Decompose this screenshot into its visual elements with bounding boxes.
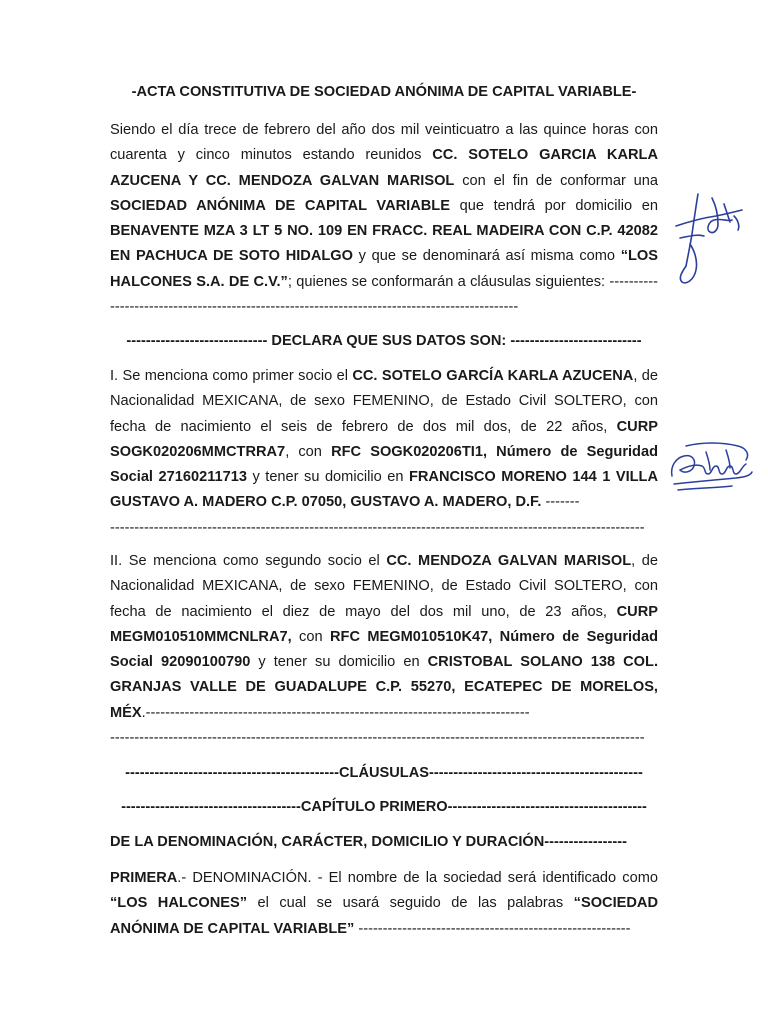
signature-1 (668, 186, 748, 286)
intro-address: BENAVENTE MZA 3 LT 5 NO. 109 EN FRACC. REAL MADEIRA CON C.P. 42082 EN PACHUCA DE SOTO HIDALGO (110, 223, 658, 265)
socio1-text-1: I. Se menciona como primer socio el (110, 368, 353, 384)
intro-partners: CC. SOTELO GARCIA KARLA AZUCENA Y CC. MENDOZA GALVAN MARISOL (110, 147, 659, 189)
socio1-block (110, 364, 658, 541)
primera-company-name: “LOS HALCONES” (110, 895, 247, 912)
socio1-name: CC. SOTELO GARCÍA KARLA AZUCENA (352, 368, 634, 384)
socio1-rfc-nss: RFC SOGK020206TI1, Número de Seguridad Social 27160211713 (110, 443, 658, 486)
primera-text-2: el cual se usará seguido de las palabras (247, 895, 574, 912)
socio1-dash-line: -------------------------------------------------------------------------------------------------------------- (110, 519, 645, 536)
intro-text-5: ; quienes se conformarán a cláusulas siguientes: ---------------------------------------------------------------------------------------------- (110, 273, 658, 316)
socio2-text-2: , de Nacionalidad MEXICANA, de sexo FEMENINO, de Estado Civil SOLTERO, con fecha de nacimiento el diez de mayo del dos mil uno, de 23 años, (110, 553, 658, 620)
socio1-text-4: y tener su domicilio en (246, 469, 409, 486)
primera-paragraph (110, 866, 658, 942)
intro-text-1: Siendo el día trece de febrero del año dos mil veinticuatro a las quince horas con cuarenta y cinco minutos estando reunidos (110, 122, 658, 164)
socio1-text-2: , de Nacionalidad MEXICANA, de sexo FEMENINO, de Estado Civil SOLTERO, con fecha de nacimiento el seis de febrero de dos mil dos, de 22 años, (110, 368, 658, 435)
socio2-text-3: con (291, 628, 330, 645)
socio1-text-5: ------- (541, 494, 580, 511)
clausulas-heading: --------------------------------------------CLÁUSULAS-------------------------------------------- (125, 765, 643, 781)
socio2-rfc-nss: RFC MEGM010510K47, Número de Seguridad Social 92090100790 (110, 628, 659, 671)
intro-paragraph-block (110, 118, 658, 320)
signature-2 (666, 436, 756, 500)
intro-company-name: “LOS HALCONES S.A. DE C.V.” (110, 248, 658, 290)
intro-text-3: que tendrá por domicilio en (449, 197, 658, 214)
primera-text-3: -------------------------------------------------------- (354, 920, 631, 937)
intro-paragraph (110, 118, 658, 320)
primera-label: PRIMERA (110, 870, 178, 886)
intro-text-2: con el fin de conformar una (454, 172, 658, 189)
socio2-text-4: y tener su domicilio en (250, 654, 428, 671)
capitulo-heading: -------------------------------------CAPÍTULO PRIMERO----------------------------------------- (121, 799, 647, 815)
socio2-text-1: II. Se menciona como segundo socio el (110, 553, 387, 569)
intro-text-4: y que se denominará así misma como (353, 248, 621, 265)
capitulo-row (110, 795, 658, 820)
socio1-text-3: , con (285, 443, 332, 460)
document-title: -ACTA CONSTITUTIVA DE SOCIEDAD ANÓNIMA DE CAPITAL VARIABLE- (131, 84, 637, 100)
socio1-paragraph (110, 364, 658, 516)
socio2-curp: CURP MEGM010510MMCNLRA7, (110, 603, 658, 645)
socio2-text-5: .------------------------------------------------------------------------------- (141, 704, 530, 721)
socio2-paragraph (110, 549, 658, 726)
primera-company-type: “SOCIEDAD ANÓNIMA DE CAPITAL VARIABLE” (110, 895, 658, 937)
socio2-name: CC. MENDOZA GALVAN MARISOL (386, 553, 632, 569)
denominacion-row (110, 830, 658, 855)
socio1-address: FRANCISCO MORENO 144 1 VILLA GUSTAVO A. MADERO C.P. 07050, GUSTAVO A. MADERO, D.F. (110, 469, 658, 511)
socio2-dash-line: -------------------------------------------------------------------------------------------------------------- (110, 730, 645, 747)
clausulas-row (110, 761, 658, 786)
socio2-address: CRISTOBAL SOLANO 138 COL. GRANJAS VALLE DE GUADALUPE C.P. 55270, ECATEPEC DE MORELOS, MÉX (110, 654, 658, 721)
primera-text-1: .- DENOMINACIÓN. - El nombre de la sociedad será identificado como (177, 870, 658, 886)
document-title-row (110, 80, 658, 105)
denominacion-heading: DE LA DENOMINACIÓN, CARÁCTER, DOMICILIO Y DURACIÓN----------------- (110, 834, 627, 850)
intro-company-type: SOCIEDAD ANÓNIMA DE CAPITAL VARIABLE (110, 197, 450, 214)
declara-heading: ----------------------------- DECLARA QUE SUS DATOS SON: --------------------------- (126, 333, 642, 349)
declara-row (110, 329, 658, 354)
primera-block (110, 866, 658, 942)
socio2-block (110, 549, 658, 751)
socio1-curp: CURP SOGK020206MMCTRRA7 (110, 418, 658, 460)
